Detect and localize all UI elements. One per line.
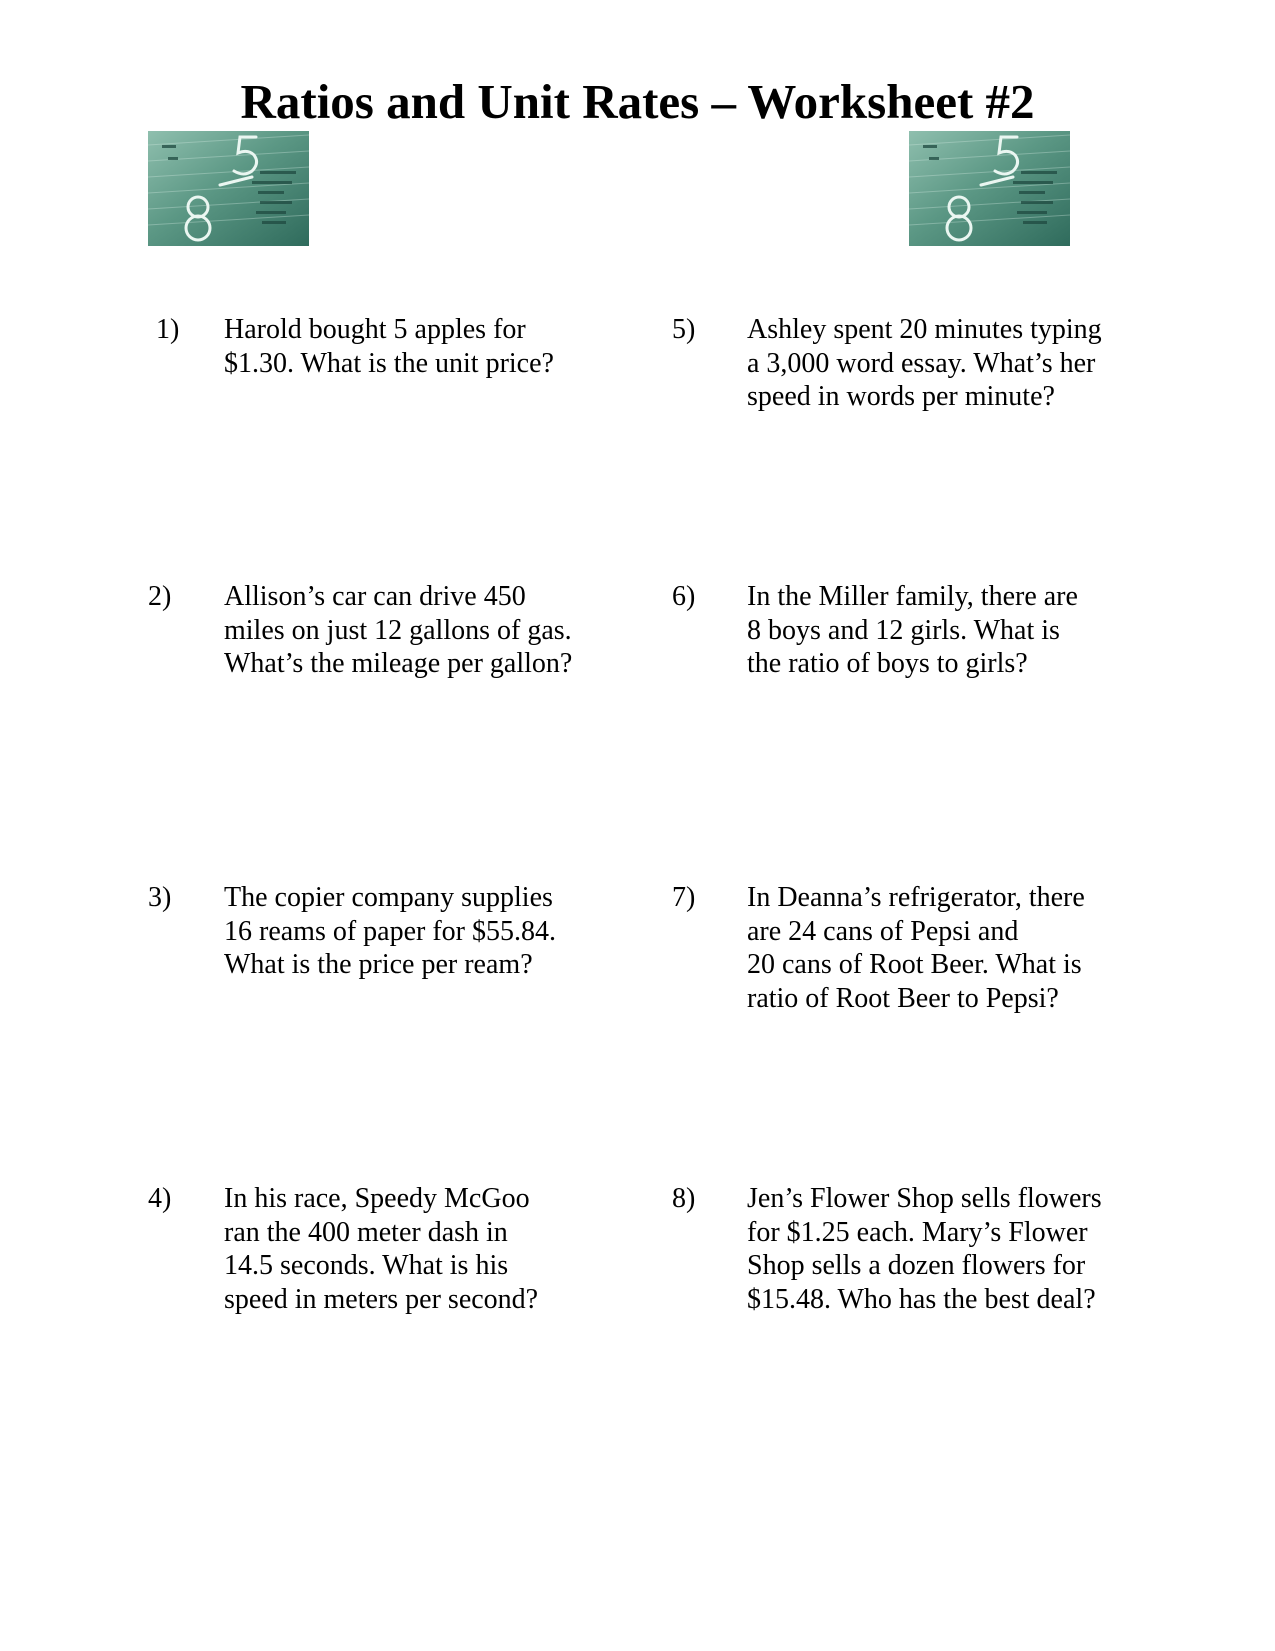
problem-line: speed in words per minute? [747, 381, 1055, 412]
problem-text [224, 313, 554, 380]
problem-line: The copier company supplies [224, 882, 553, 913]
problem-number: 6) [672, 581, 696, 612]
problem-number: 7) [672, 882, 696, 913]
problem-line: ran the 400 meter dash in [224, 1216, 508, 1248]
problem-line: $1.30. What is the unit price? [224, 347, 554, 379]
problem-text [747, 1182, 1102, 1316]
problem-number: 3) [148, 882, 172, 913]
problem-text [224, 1182, 538, 1316]
problem-line: 16 reams of paper for $55.84. [224, 915, 557, 947]
problem-line: 14.5 seconds. What is his [224, 1250, 509, 1281]
problem-line: Shop sells a dozen flowers for [747, 1250, 1086, 1281]
problem-text [747, 313, 1102, 414]
problem-text [224, 881, 556, 982]
worksheet-title: Ratios and Unit Rates – Worksheet #2 [240, 74, 1035, 129]
problem-text [224, 580, 572, 681]
problem-text [747, 881, 1085, 1015]
problem-line: 20 cans of Root Beer. What is [747, 949, 1082, 980]
problem-line: Harold bought 5 apples for [224, 314, 526, 345]
problem-line: a 3,000 word essay. What’s her [747, 347, 1096, 379]
problem-line: What is the price per ream? [224, 949, 533, 980]
problem-line: In the Miller family, there are [747, 581, 1078, 612]
problem-line: In Deanna’s refrigerator, there [747, 882, 1085, 913]
problem-number: 2) [148, 581, 172, 612]
problem-line: for $1.25 each. Mary’s Flower [747, 1216, 1088, 1248]
fraction-image-left [148, 131, 309, 246]
problem-line: are 24 cans of Pepsi and [747, 915, 1019, 947]
problem-number: 8) [672, 1183, 696, 1214]
problem-text [747, 580, 1078, 681]
fraction-five-eighths-image [909, 131, 1070, 246]
problem-line: 8 boys and 12 girls. What is [747, 614, 1060, 646]
problem-line: Ashley spent 20 minutes typing [747, 314, 1102, 345]
fraction-five-eighths-image [148, 131, 309, 246]
problem-number: 1) [156, 314, 180, 345]
problem-line: ratio of Root Beer to Pepsi? [747, 982, 1059, 1014]
problem-line: What’s the mileage per gallon? [224, 648, 573, 679]
fraction-image-right [909, 131, 1070, 246]
problem-line: speed in meters per second? [224, 1283, 539, 1315]
problem-number: 5) [672, 314, 696, 345]
problem-line: In his race, Speedy McGoo [224, 1183, 530, 1214]
problem-line: the ratio of boys to girls? [747, 648, 1028, 679]
problem-line: miles on just 12 gallons of gas. [224, 614, 572, 646]
problem-line: Jen’s Flower Shop sells flowers [747, 1183, 1102, 1214]
problem-line: Allison’s car can drive 450 [224, 581, 526, 612]
problem-line: $15.48. Who has the best deal? [747, 1283, 1096, 1315]
problem-number: 4) [148, 1183, 172, 1214]
